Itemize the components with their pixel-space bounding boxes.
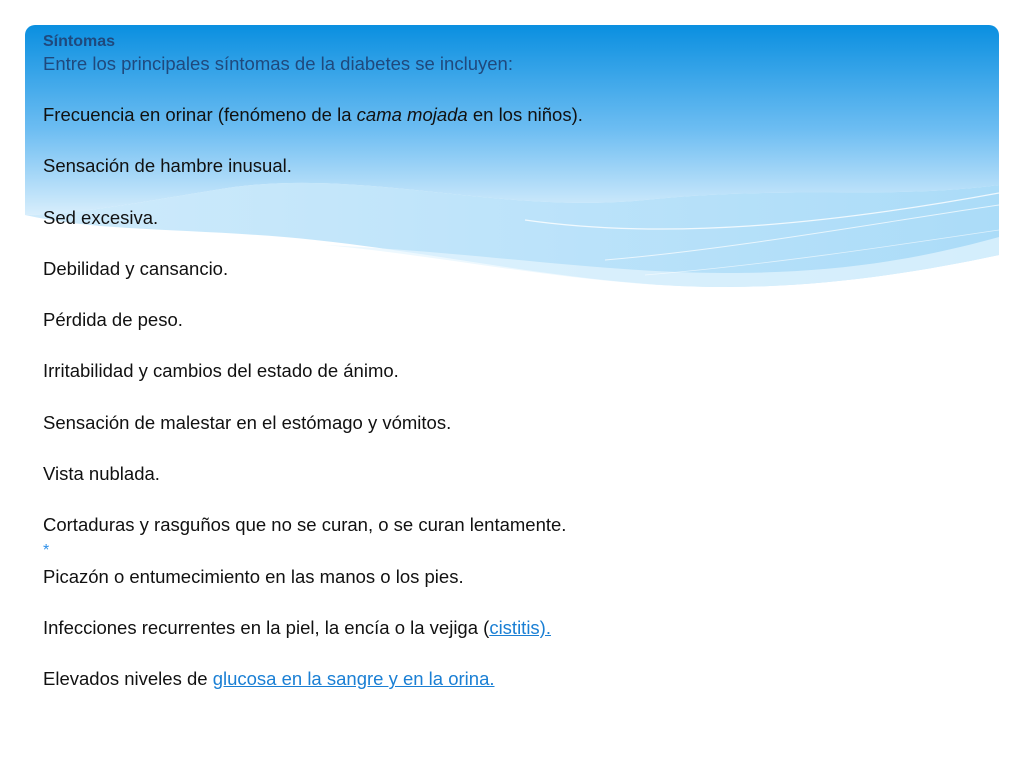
- symptom-text: Elevados niveles de: [43, 668, 213, 690]
- symptom-item: Sensación de hambre inusual.: [43, 155, 292, 177]
- symptom-item: Debilidad y cansancio.: [43, 257, 229, 279]
- symptom-item: Irritabilidad y cambios del estado de ánimo.: [43, 360, 399, 382]
- symptom-text: Frecuencia en orinar (fenómeno de la: [43, 104, 357, 125]
- glucosa-link[interactable]: glucosa en la sangre y en la orina.: [212, 668, 495, 690]
- slide-title: Síntomas: [43, 33, 116, 50]
- symptom-emphasis: cama mojada: [356, 104, 468, 125]
- asterisk-mark: *: [43, 541, 50, 559]
- slide-intro: Entre los principales síntomas de la diabetes se incluyen:: [43, 53, 513, 74]
- symptom-item: Picazón o entumecimiento en las manos o los pies.: [43, 565, 464, 587]
- slide-content: [43, 33, 983, 717]
- symptom-item: Cortaduras y rasguños que no se curan, o se curan lentamente.: [43, 514, 567, 536]
- symptom-text: Infecciones recurrentes en la piel, la encía o la vejiga (: [43, 616, 490, 638]
- symptom-item: Sensación de malestar en el estómago y vómitos.: [43, 411, 452, 433]
- symptom-item: [43, 615, 983, 666]
- cistitis-link[interactable]: cistitis).: [489, 616, 551, 638]
- symptom-text: en los niños).: [467, 104, 583, 125]
- symptom-item: [43, 666, 983, 717]
- symptom-item: Pérdida de peso.: [43, 309, 183, 331]
- symptom-item: Vista nublada.: [43, 463, 160, 485]
- symptom-item: Sed excesiva.: [43, 206, 159, 228]
- symptom-item: [43, 102, 983, 153]
